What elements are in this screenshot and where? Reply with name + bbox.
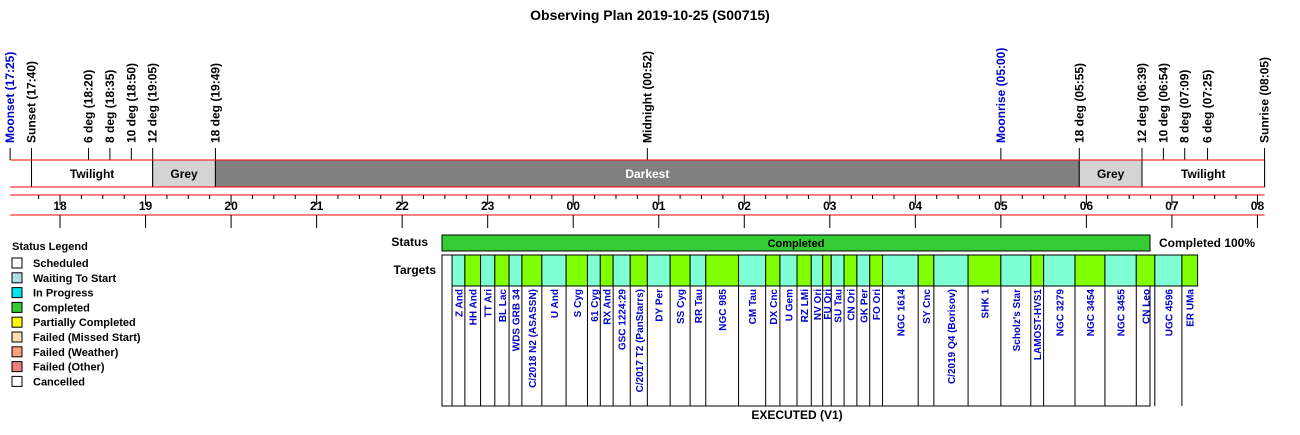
status-legend — [12, 241, 141, 388]
target-block — [1182, 255, 1198, 286]
chart-title: Observing Plan 2019-10-25 (S00715) — [530, 7, 770, 23]
target-name: Scholz's Star — [1011, 289, 1023, 352]
period-label: Grey — [1096, 167, 1125, 181]
executed-label: EXECUTED (V1) — [751, 408, 843, 422]
target-name: TT Ari — [483, 289, 495, 318]
target-block — [1136, 255, 1155, 286]
legend-swatch — [12, 317, 22, 327]
hour-label: 23 — [481, 199, 495, 213]
target-name: C/2018 N2 (ASASSN) — [527, 289, 539, 388]
target-name: C/2019 Q4 (Borisov) — [946, 289, 958, 385]
target-name: NGC 3454 — [1085, 289, 1097, 337]
sky-periods — [10, 160, 1264, 187]
hour-label: 18 — [53, 199, 67, 213]
target-name: U And — [549, 289, 561, 319]
legend-item-label: Waiting To Start — [33, 272, 117, 285]
event-label: 18 deg (05:55) — [1072, 62, 1087, 143]
target-name: NGC 3279 — [1055, 289, 1067, 337]
legend-title: Status Legend — [12, 241, 88, 253]
target-block — [1001, 255, 1031, 286]
period-label: Twilight — [1181, 167, 1226, 181]
status-summary: Completed 100% — [1159, 236, 1256, 250]
target-name: LAMOST-HVS1 — [1033, 289, 1045, 361]
legend-item-label: Scheduled — [33, 258, 89, 270]
target-name: C/2017 T2 (PanStarrs) — [634, 289, 646, 393]
hour-label: 04 — [908, 199, 923, 213]
period-label: Twilight — [69, 167, 115, 181]
target-name: GK Per — [859, 289, 871, 323]
event-label: Sunset (17:40) — [24, 60, 39, 143]
event-label: 10 deg (06:54) — [1156, 62, 1171, 143]
legend-swatch — [12, 376, 22, 386]
target-block — [670, 255, 690, 286]
period-label: Darkest — [625, 167, 670, 181]
period-label: Grey — [170, 167, 198, 181]
hour-label: 22 — [395, 199, 409, 213]
event-label: 8 deg (18:35) — [102, 69, 117, 143]
target-block — [811, 255, 822, 286]
target-name: RZ LMi — [800, 289, 812, 323]
event-label: 18 deg (19:49) — [208, 62, 223, 143]
target-block — [690, 255, 706, 286]
hour-label: 20 — [224, 199, 238, 213]
target-block — [1105, 255, 1136, 286]
event-label: 6 deg (18:20) — [81, 69, 96, 143]
targets-row-label: Targets — [393, 263, 436, 277]
status-bar-text: Completed — [767, 238, 825, 250]
target-block — [766, 255, 780, 286]
target-block — [600, 255, 613, 286]
target-name: NGC 985 — [718, 289, 730, 331]
target-name: CN Ori — [846, 289, 858, 321]
legend-swatch — [12, 362, 22, 372]
target-block — [465, 255, 481, 286]
target-block — [934, 255, 968, 286]
hour-label: 02 — [737, 199, 751, 213]
target-name: GSC 1224:29 — [617, 289, 629, 351]
target-block — [918, 255, 934, 286]
target-name: U Gem — [784, 289, 796, 322]
target-block — [968, 255, 1001, 286]
target-block — [797, 255, 811, 286]
hour-label: 19 — [138, 199, 153, 213]
legend-item-label: Failed (Weather) — [33, 346, 119, 359]
target-block — [870, 255, 883, 286]
event-label: 10 deg (18:50) — [124, 62, 139, 143]
target-block — [587, 255, 600, 286]
legend-item-label: Failed (Missed Start) — [33, 332, 141, 344]
target-block — [495, 255, 509, 286]
legend-swatch — [12, 347, 22, 357]
target-name: CM Tau — [748, 289, 760, 325]
hour-label: 08 — [1250, 199, 1265, 213]
target-name: SHK 1 — [980, 289, 992, 319]
target-block — [831, 255, 844, 286]
legend-swatch — [12, 332, 22, 342]
target-block — [522, 255, 542, 286]
legend-swatch — [12, 288, 22, 298]
legend-item-label: Completed — [33, 302, 90, 315]
target-blocks — [442, 255, 1198, 406]
target-name: FU Ori — [822, 289, 834, 320]
target-name: 61 Cyg — [589, 289, 601, 322]
target-block — [857, 255, 870, 286]
target-name: UGC 4596 — [1164, 289, 1176, 337]
target-name: SU Tau — [833, 289, 845, 323]
hour-label: 03 — [823, 199, 837, 213]
target-block — [613, 255, 630, 286]
event-label: 12 deg (19:05) — [145, 62, 160, 143]
target-name: RR Tau — [693, 289, 705, 324]
target-name: SY Cnc — [922, 289, 934, 324]
event-label: 6 deg (07:25) — [1200, 69, 1215, 143]
target-block — [823, 255, 832, 286]
target-block — [1075, 255, 1105, 286]
status-row-label: Status — [391, 235, 428, 249]
target-block — [739, 255, 766, 286]
target-name: SS Cyg — [676, 289, 688, 325]
hour-label: 05 — [994, 199, 1008, 213]
target-name: CN Leo — [1141, 289, 1153, 324]
hour-label: 21 — [309, 199, 324, 213]
target-name: Z And — [454, 289, 466, 317]
legend-swatch — [12, 302, 22, 312]
target-block — [780, 255, 797, 286]
target-block — [1044, 255, 1075, 286]
target-name: DY Per — [654, 289, 666, 322]
target-block — [509, 255, 522, 286]
target-block — [883, 255, 919, 286]
target-block — [647, 255, 670, 286]
target-name: NGC 3455 — [1116, 289, 1128, 337]
event-label: Moonrise (05:00) — [993, 47, 1008, 143]
legend-swatch — [12, 258, 22, 268]
target-block — [844, 255, 857, 286]
status-bar — [442, 235, 1150, 251]
target-name: HH And — [468, 289, 480, 326]
target-name: RX And — [602, 289, 614, 325]
legend-item-label: Partially Completed — [33, 317, 136, 330]
hour-label: 00 — [566, 199, 580, 213]
target-block — [481, 255, 495, 286]
event-label: 12 deg (06:39) — [1134, 62, 1149, 143]
hour-label: 01 — [652, 199, 666, 213]
legend-item-label: Cancelled — [33, 376, 85, 389]
legend-swatch — [12, 273, 22, 283]
event-label: 8 deg (07:09) — [1177, 69, 1192, 143]
event-label: Sunrise (08:05) — [1257, 56, 1272, 143]
target-name: S Cyg — [572, 289, 584, 318]
legend-item-label: In Progress — [33, 287, 94, 300]
target-block — [630, 255, 647, 286]
target-name: ER UMa — [1185, 289, 1197, 327]
target-block — [706, 255, 739, 286]
target-block — [542, 255, 566, 286]
target-block — [452, 255, 465, 286]
event-label: Midnight (00:52) — [640, 51, 655, 143]
legend-item-label: Failed (Other) — [33, 361, 105, 374]
hour-label: 06 — [1079, 199, 1094, 213]
target-block — [566, 255, 587, 286]
target-name: DX Cnc — [768, 289, 780, 325]
event-label: Moonset (17:25) — [3, 51, 18, 143]
hour-label: 07 — [1165, 199, 1179, 213]
target-name: FO Ori — [872, 289, 884, 321]
hour-axis — [10, 195, 1264, 228]
target-name: NV Ori — [812, 289, 824, 321]
target-name: BL Lac — [497, 289, 509, 323]
target-name: WDS GRB 34 — [511, 289, 523, 352]
target-name: NGC 1614 — [896, 289, 908, 337]
target-block — [1155, 255, 1182, 286]
target-block — [1031, 255, 1044, 286]
